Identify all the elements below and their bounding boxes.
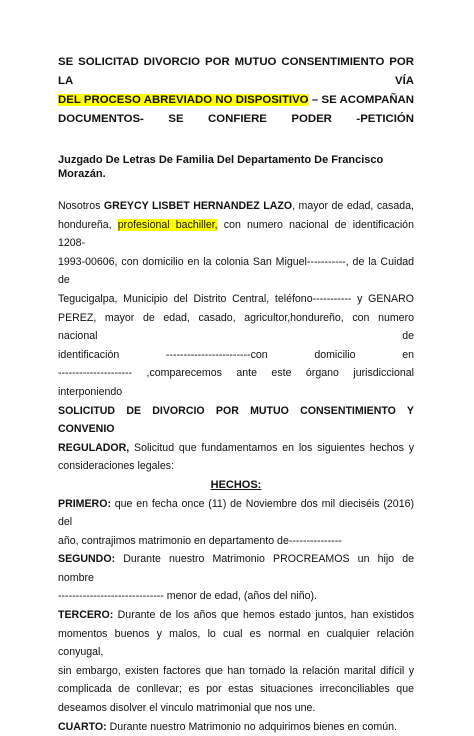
intro-text: hondureña, bbox=[58, 218, 118, 231]
intro-text: , mayor de edad, casada, bbox=[292, 200, 414, 212]
intro-line-9 bbox=[58, 439, 414, 458]
petitioner-name: GREYCY LISBET HERNANDEZ LAZO bbox=[103, 200, 293, 212]
intro-text: domicilio bbox=[314, 348, 356, 361]
cuarto-line-1 bbox=[58, 718, 414, 736]
primero-label: PRIMERO: bbox=[58, 497, 111, 510]
profession-highlight: profesional bachiller, bbox=[117, 218, 218, 231]
intro-text: ------------------------con bbox=[165, 348, 268, 361]
tercero-line-5: deseamos disolver el vinculo matrimonial que nos une. bbox=[58, 702, 316, 715]
intro-line-3: 1993-00606, con domicilio en la colonia San Miguel-----------, de la Cuidad de bbox=[58, 255, 414, 287]
hechos-heading: HECHOS: bbox=[210, 478, 262, 491]
intro-text: Nosotros bbox=[58, 200, 104, 212]
fact-text: que en fecha once (11) de Noviembre dos mil dieciséis (2016) del bbox=[58, 497, 414, 529]
document-title bbox=[58, 53, 414, 129]
tercero-label: TERCERO: bbox=[58, 609, 114, 622]
intro-text: Solicitud que fundamentamos en los siguientes hechos y bbox=[129, 441, 414, 454]
intro-line-7: --------------------- ,comparecemos ante este órgano jurisdiccional interponiendo bbox=[58, 367, 414, 398]
segundo-line-2: ------------------------------ menor de edad, (años del niño). bbox=[58, 590, 317, 603]
fact-text: Durante de los años que hemos estado juntos, han existidos bbox=[113, 609, 414, 622]
intro-line-10: consideraciones legales: bbox=[58, 460, 175, 473]
tercero-line-2: momentos buenos y malos, lo cual es normal en cualquier relación conyugal, bbox=[58, 627, 414, 659]
intro-line-6 bbox=[58, 346, 414, 365]
cuarto-label: CUARTO: bbox=[58, 720, 107, 733]
intro-line-4: Tegucigalpa, Municipio del Distrito Central, teléfono----------- y GENARO bbox=[58, 292, 414, 305]
intro-text: en bbox=[402, 348, 414, 361]
tercero-line-3: sin embargo, existen factores que han tornado la relación marital difícil y bbox=[58, 664, 414, 677]
title-line-1: SE SOLICITAD DIVORCIO POR MUTUO CONSENTIMIENTO POR LA VÍA bbox=[58, 56, 414, 87]
intro-line-2 bbox=[58, 216, 414, 253]
intro-paragraph bbox=[58, 197, 414, 736]
intro-bold: REGULADOR, bbox=[58, 441, 130, 454]
intro-line-8: SOLICITUD DE DIVORCIO POR MUTUO CONSENTIMIENTO Y CONVENIO bbox=[58, 404, 414, 436]
primero-line-1 bbox=[58, 495, 414, 532]
segundo-label: SEGUNDO: bbox=[58, 553, 116, 566]
title-line-2-rest: – SE ACOMPAÑAN bbox=[308, 94, 415, 106]
intro-text: identificación bbox=[58, 348, 120, 361]
court-name: Juzgado De Letras De Familia Del Departamento De Francisco Morazán. bbox=[58, 154, 384, 180]
tercero-line-1 bbox=[58, 606, 414, 625]
title-highlight: DEL PROCESO ABREVIADO NO DISPOSITIVO bbox=[58, 94, 309, 106]
tercero-line-4: complicada de conllevar; es por estas situaciones irreconciliables que bbox=[58, 683, 414, 696]
title-line-3: DOCUMENTOS- SE CONFIERE PODER -PETICIÓN bbox=[58, 113, 414, 125]
title-line-2 bbox=[58, 91, 414, 110]
intro-line-1 bbox=[58, 197, 414, 216]
fact-text: Durante nuestro Matrimonio no adquirimos bienes en común. bbox=[106, 720, 397, 733]
segundo-line-1 bbox=[58, 550, 414, 587]
primero-line-2: año, contrajimos matrimonio en departamento de--------------- bbox=[58, 534, 342, 547]
intro-line-5: PEREZ, mayor de edad, casado, agricultor,hondureño, con numero nacional de bbox=[58, 311, 414, 343]
intro-text: con numero nacional de identificación 1208- bbox=[58, 218, 414, 250]
fact-text: Durante nuestro Matrimonio PROCREAMOS un hijo de nombre bbox=[58, 553, 414, 584]
